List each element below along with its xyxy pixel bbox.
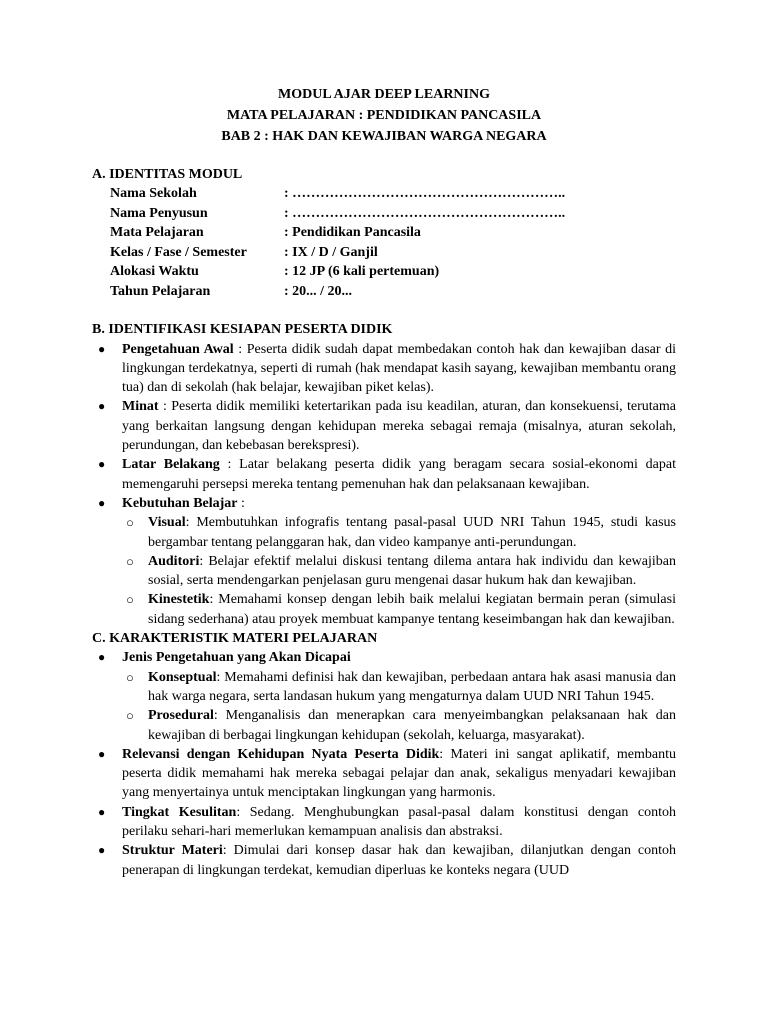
sub-list-item — [126, 552, 676, 591]
subitem-term: Kinestetik — [148, 592, 210, 608]
item-term: Minat — [122, 399, 159, 415]
subitem-term: Auditori — [148, 553, 200, 569]
readiness-list — [92, 340, 676, 629]
item-text: : — [237, 495, 245, 511]
circle-bullet-icon: ○ — [126, 708, 134, 724]
item-text: : Sedang. Menghubungkan pasal-pasal dalam konstitusi dengan contoh perilaku sehari-hari memerlukan kemampuan analisis dan abstraksi. — [122, 804, 676, 840]
subitem-text: : Membutuhkan infografis tentang pasal-pasal UUD NRI Tahun 1945, studi kasus bergambar tentang pelanggaran hak, dan video kampanye anti-perundungan. — [148, 515, 676, 550]
item-term: Jenis Pengetahuan yang Akan Dicapai — [122, 650, 351, 666]
list-item — [98, 803, 676, 842]
bullet-icon: ● — [98, 399, 106, 414]
sub-list-item — [126, 706, 676, 745]
identity-label: Kelas / Fase / Semester — [110, 244, 247, 260]
identity-value: : ………………………………………………….. — [284, 205, 566, 221]
bullet-icon: ● — [98, 804, 106, 819]
circle-bullet-icon: ○ — [126, 669, 134, 685]
identity-row — [110, 204, 565, 224]
identity-label: Nama Penyusun — [110, 205, 208, 221]
item-term: Tingkat Kesulitan — [122, 804, 237, 820]
identity-value: : ………………………………………………….. — [284, 186, 566, 202]
identity-row — [110, 184, 565, 204]
subitem-text: : Menganalisis dan menerapkan cara menyeimbangkan pelaksanaan hak dan kewajiban di berbagai lingkungan kehidupan (sekolah, keluarga, masyarakat). — [148, 708, 676, 743]
sub-list-item — [126, 590, 676, 629]
bullet-icon: ● — [98, 495, 106, 510]
bullet-icon: ● — [98, 457, 106, 472]
learning-needs-list — [122, 513, 676, 629]
item-term: Pengetahuan Awal — [122, 341, 234, 357]
document-title — [92, 84, 676, 147]
item-term: Kebutuhan Belajar — [122, 495, 238, 511]
subitem-text: : Memahami definisi hak dan kewajiban, perbedaan antara hak asasi manusia dan hak warga negara, serta landasan hukum yang mengaturnya dalam UUD NRI Tahun 1945. — [148, 669, 676, 704]
subitem-text: : Belajar efektif melalui diskusi tentang dilema antara hak individu dan kewajiban sosial, serta mendengarkan penjelasan guru mengenai dasar hukum hak dan kewajiban. — [148, 553, 676, 589]
identity-label: Nama Sekolah — [110, 186, 197, 202]
sub-list-item — [126, 668, 676, 707]
identity-value: : 12 JP (6 kali pertemuan) — [284, 264, 440, 280]
identity-row — [110, 282, 565, 302]
list-item — [98, 455, 677, 494]
bullet-icon: ● — [98, 341, 106, 356]
sub-list-item — [126, 513, 676, 552]
subitem-text: : Memahami konsep dengan lebih baik melalui kegiatan bermain peran (simulasi sidang sederhana) atau proyek membuat kampanye tentang keseimbangan hak dan kewajiban. — [148, 592, 676, 627]
item-term: Relevansi dengan Kehidupan Nyata Peserta Didik — [122, 746, 440, 762]
identity-row — [110, 243, 565, 263]
material-characteristics-list — [92, 648, 676, 880]
bullet-icon: ● — [98, 746, 106, 761]
title-line-1: MODUL AJAR DEEP LEARNING — [278, 87, 490, 102]
identity-value: : 20... / 20... — [284, 283, 353, 299]
identity-row — [110, 262, 565, 282]
identity-label: Tahun Pelajaran — [110, 283, 211, 299]
identity-row — [110, 223, 565, 243]
list-item — [98, 494, 676, 629]
subitem-term: Konseptual — [148, 669, 217, 685]
bullet-icon: ● — [98, 650, 106, 665]
bullet-icon: ● — [98, 843, 106, 858]
circle-bullet-icon: ○ — [126, 592, 134, 608]
list-item — [98, 745, 676, 803]
subitem-term: Prosedural — [148, 708, 214, 724]
item-text: : Latar belakang peserta didik yang beragam secara sosial-ekonomi dapat memengaruhi persepsi mereka tentang pemenuhan hak dan pelaksanaan kewajiban. — [122, 457, 677, 492]
subitem-term: Visual — [148, 515, 186, 531]
section-a-heading: A. IDENTITAS MODUL — [92, 167, 243, 182]
list-item — [98, 397, 676, 455]
identity-value: : Pendidikan Pancasila — [284, 225, 421, 241]
item-text: : Dimulai dari konsep dasar hak dan kewajiban, dilanjutkan dengan contoh penerapan di lingkungan terdekat, kemudian diperluas ke konteks negara (UUD — [122, 843, 677, 878]
list-item — [98, 340, 676, 398]
item-term: Latar Belakang — [122, 457, 220, 473]
identity-label: Alokasi Waktu — [110, 264, 199, 280]
section-b-heading: B. IDENTIFIKASI KESIAPAN PESERTA DIDIK — [92, 322, 393, 338]
item-text: : Peserta didik sudah dapat membedakan contoh hak dan kewajiban dasar di lingkungan terdekatnya, seperti di rumah (hak mendapat kasih sayang, kewajiban membantu orang tua) dan di sekolah (hak belajar, kewajiban piket kelas). — [122, 341, 676, 396]
identity-table — [110, 184, 565, 301]
identity-label: Mata Pelajaran — [110, 225, 204, 241]
item-text: : Peserta didik memiliki ketertarikan pada isu keadilan, aturan, dan konsekuensi, terutama yang berkaitan langsung dengan kehidupan mereka sebagai remaja (misalnya, aturan sekolah, perundungan, dan kebebasan berekspresi). — [122, 399, 676, 454]
circle-bullet-icon: ○ — [126, 515, 134, 531]
list-item — [98, 841, 677, 880]
item-term: Struktur Materi — [122, 843, 223, 859]
section-c-heading: C. KARAKTERISTIK MATERI PELAJARAN — [92, 631, 378, 647]
circle-bullet-icon: ○ — [126, 553, 134, 569]
identity-value: : IX / D / Ganjil — [284, 244, 378, 260]
list-item — [98, 648, 676, 744]
title-line-3: BAB 2 : HAK DAN KEWAJIBAN WARGA NEGARA — [221, 129, 547, 144]
title-line-2: MATA PELAJARAN : PENDIDIKAN PANCASILA — [226, 108, 542, 123]
item-text: : Materi ini sangat aplikatif, membantu peserta didik memahami hak mereka sebagai pelajar dan anak, sekaligus menyadari kewajiban yang menyertainya untuk menciptakan lingkungan yang harmonis. — [122, 746, 676, 801]
knowledge-types-list — [122, 668, 676, 745]
